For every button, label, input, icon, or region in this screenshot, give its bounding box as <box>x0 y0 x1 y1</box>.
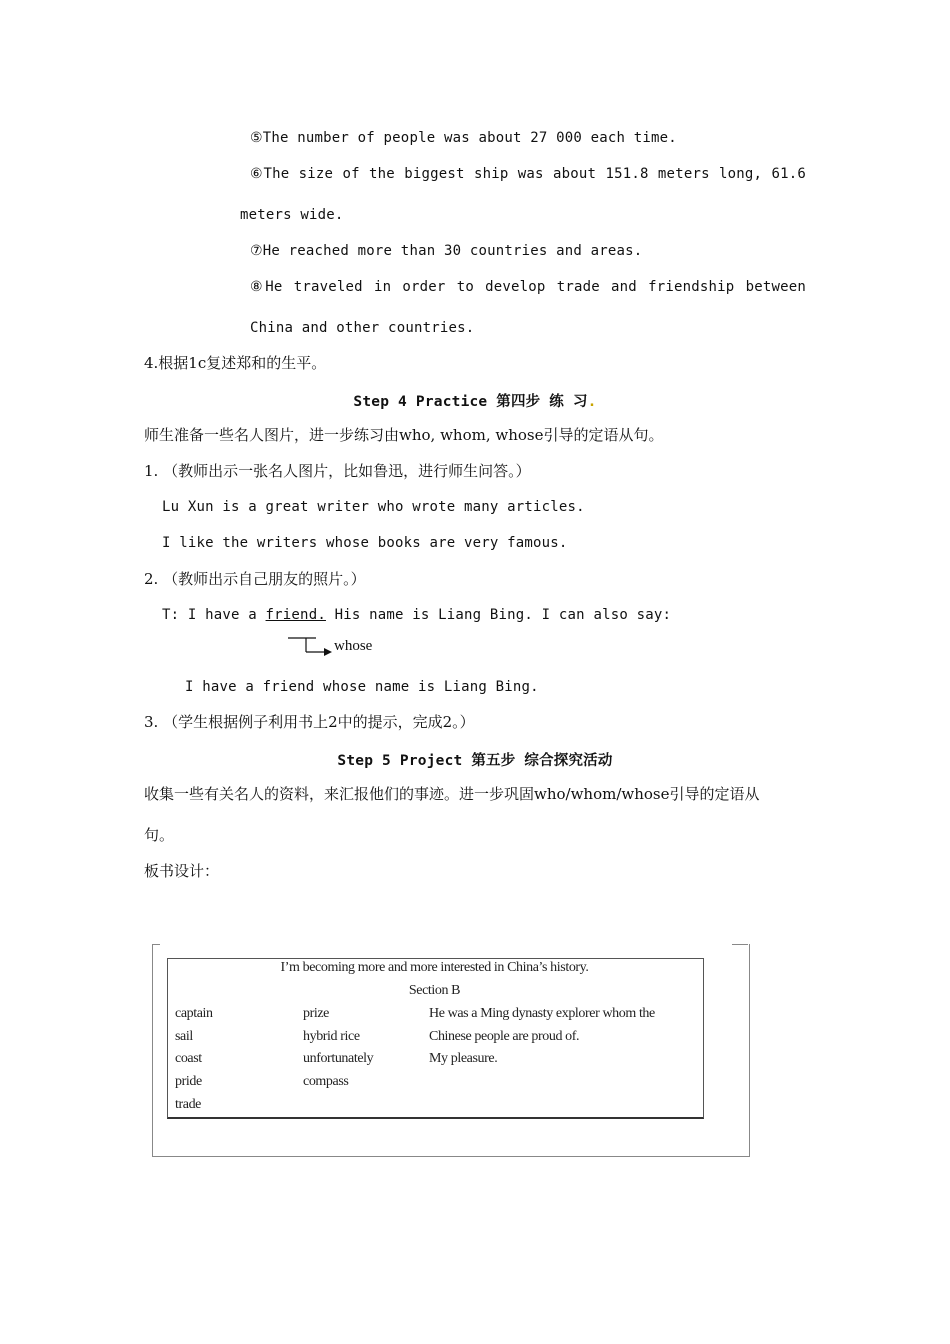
board-outer-corner-right <box>732 944 748 945</box>
fact-6-line-1: ⑥The size of the biggest ship was about 151.8 meters long, 61.6 <box>250 166 806 182</box>
dialog-prefix: T: I have a <box>162 607 266 623</box>
fact-7: ⑦He reached more than 30 countries and areas. <box>250 243 643 259</box>
board-word: captain <box>175 1006 213 1021</box>
board-word: sail <box>175 1029 193 1044</box>
step4-title: Step 4 Practice 第四步 练 习 <box>353 394 588 410</box>
step4-item-3: 3. （学生根据例子利用书上2中的提示，完成2。） <box>144 713 475 731</box>
example-sentence-3: I have a friend whose name is Liang Bing. <box>185 679 539 695</box>
board-word: trade <box>175 1097 201 1112</box>
example-sentence-1: Lu Xun is a great writer who wrote many articles. <box>162 499 585 515</box>
board-title: I’m becoming more and more interested in China’s history. <box>280 960 589 975</box>
step4-title-dot: . <box>587 394 597 410</box>
step4-intro: 师生准备一些名人图片，进一步练习由who, whom, whose引导的定语从句。 <box>144 426 664 444</box>
board-word: hybrid rice <box>303 1029 360 1044</box>
step4-item-2: 2. （教师出示自己朋友的照片。） <box>144 570 366 588</box>
board-word: unfortunately <box>303 1051 374 1066</box>
step5-text-line-1: 收集一些有关名人的资料，来汇报他们的事迹。进一步巩固who/whom/whose引导的定语从 <box>144 785 760 803</box>
board-outer-corner-left <box>152 944 160 945</box>
board-sentence: Chinese people are proud of. <box>429 1029 580 1044</box>
board-section: Section B <box>408 983 461 998</box>
step5-heading: Step 5 Project 第五步 综合探究活动 <box>337 753 613 769</box>
teacher-dialog <box>162 606 671 624</box>
example-sentence-2: I like the writers whose books are very famous. <box>162 535 568 551</box>
arrow-label-whose: whose <box>334 638 373 654</box>
board-word: compass <box>303 1074 349 1089</box>
board-word: pride <box>175 1074 202 1089</box>
step5-text-line-2: 句。 <box>144 826 175 844</box>
dialog-underlined-word: friend. <box>265 607 326 623</box>
board-sentence: My pleasure. <box>429 1051 498 1066</box>
board-word: coast <box>175 1051 202 1066</box>
dialog-suffix: His name is Liang Bing. I can also say: <box>325 607 672 623</box>
fact-8-line-2: China and other countries. <box>250 320 475 336</box>
arrow-icon <box>286 636 334 660</box>
board-sentence: He was a Ming dynasty explorer whom the <box>429 1006 655 1021</box>
fact-5: ⑤The number of people was about 27 000 each time. <box>250 130 677 146</box>
fact-6-line-2: meters wide. <box>240 207 344 223</box>
step4-heading <box>0 390 950 411</box>
fact-8-line-1: ⑧He traveled in order to develop trade and friendship between <box>250 279 806 295</box>
step4-item-1: 1. （教师出示一张名人图片，比如鲁迅，进行师生问答。） <box>144 462 531 480</box>
board-word: prize <box>303 1006 329 1021</box>
task-4: 4.根据1c复述郑和的生平。 <box>144 354 327 372</box>
board-design-label: 板书设计： <box>144 862 220 880</box>
